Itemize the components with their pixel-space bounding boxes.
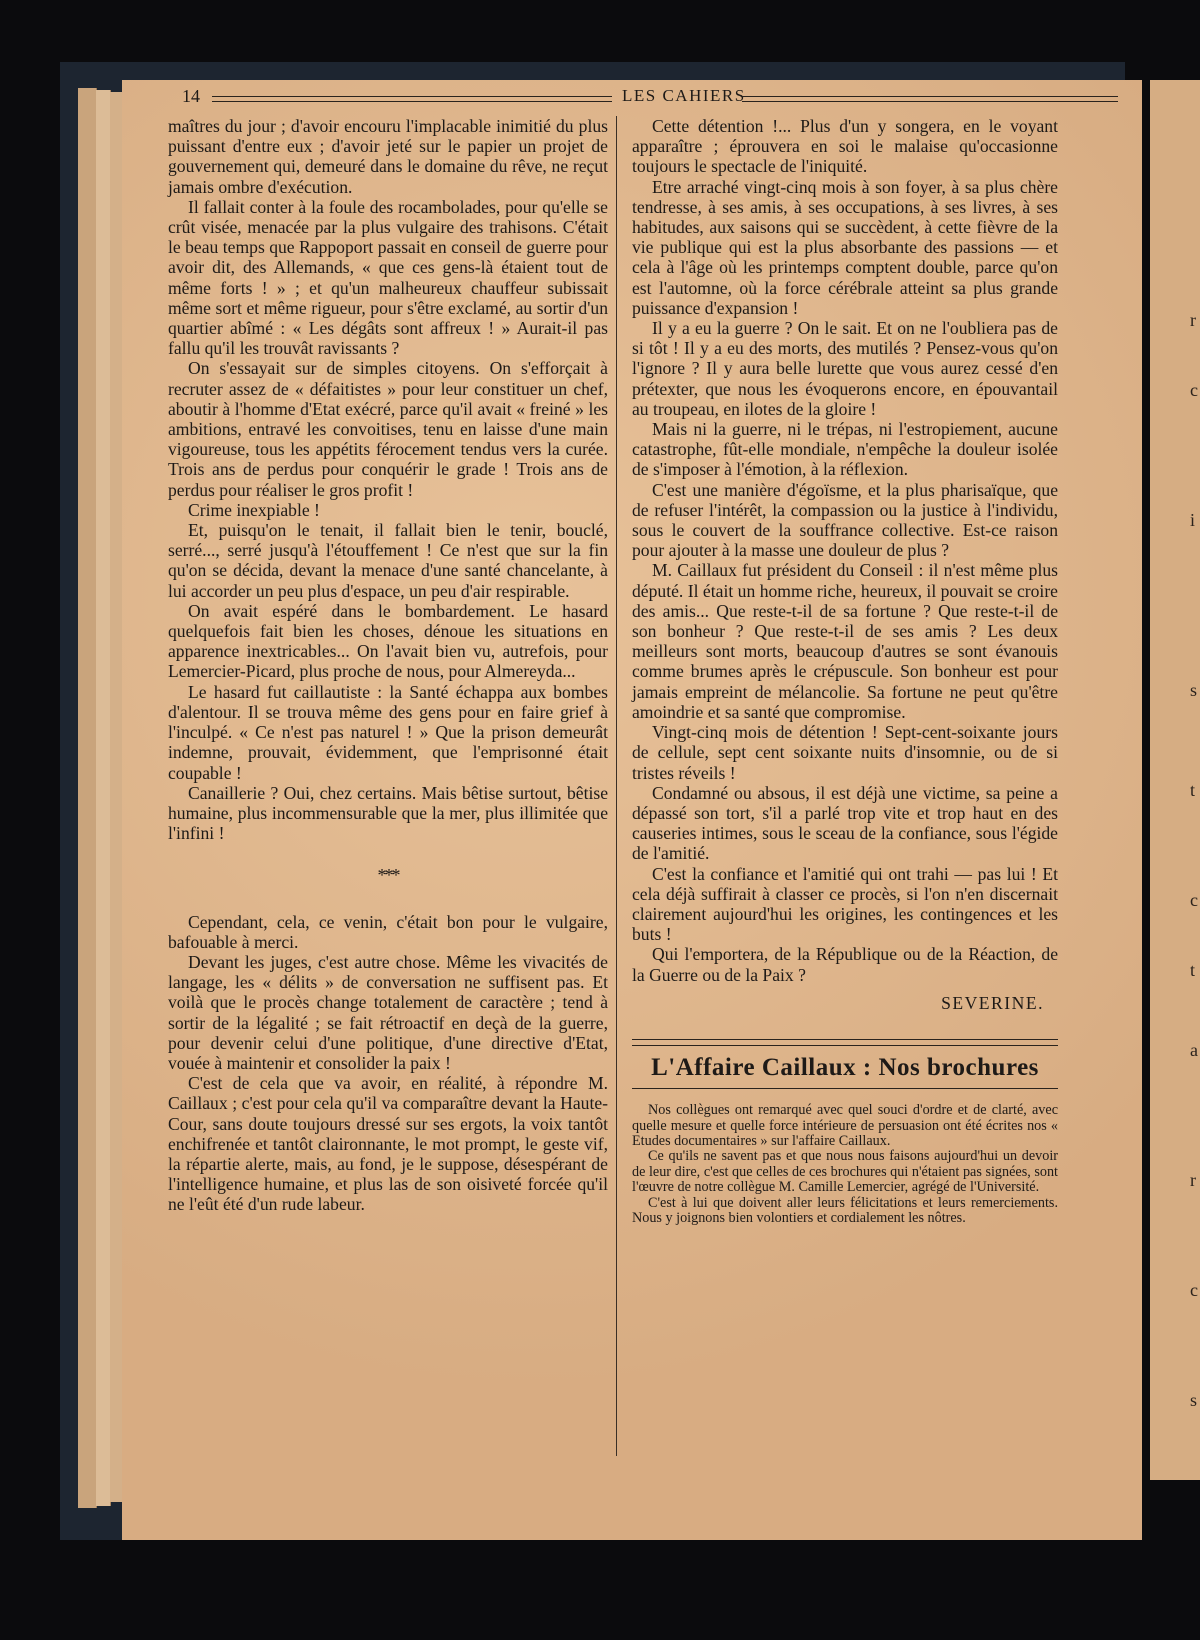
paragraph: C'est une manière d'égoïsme, et la plus pharisaïque, que de refuser l'intérêt, la compassion ou la justice à l'individu, sous le couvert de la souffrance collective. Est-ce raison pour ajouter à la masse une douleur de plus ? — [632, 479, 1058, 561]
adjacent-letter: c — [1190, 1280, 1198, 1300]
paragraph: On avait espéré dans le bombardement. Le hasard quelquefois fait bien les choses, dénoue les situations en apparence inextricables... On l'avait bien vu, autrefois, pour Lemercier-Picard, plus proche de nous, pour Almereyda... — [168, 600, 608, 682]
paragraph: C'est de cela que va avoir, en réalité, à répondre M. Caillaux ; c'est pour cela qu'il va comparaître devant la Haute-Cour, sans doute toujours dressé sur ses ergots, la voix tantôt enchifrenée et tantôt claironnante, le mot prompt, le geste vif, la répartie alerte, mais, au fond, je le suppose, désespérant de l'intelligence humaine, et plus las de son oisiveté forcée qu'il ne l'eût été d'un rude labeur. — [168, 1073, 608, 1215]
paragraph: Vingt-cinq mois de détention ! Sept-cent-soixante jours de cellule, sept cent soixante nuits d'insomnie, ou de si tristes réveils ! — [632, 722, 1058, 783]
page-number: 14 — [182, 86, 200, 106]
paragraph: C'est à lui que doivent aller leurs félicitations et leurs remerciements. Nous y joignons bien volontiers et cordialement les nôtres. — [632, 1194, 1058, 1226]
adjacent-letter: r — [1190, 310, 1196, 330]
section-heading: L'Affaire Caillaux : Nos brochures — [651, 1053, 1039, 1081]
adjacent-letter: a — [1190, 1040, 1198, 1060]
author-signature: SEVERINE. — [941, 992, 1044, 1013]
page-stack-edge — [78, 88, 97, 1508]
adjacent-letter: t — [1190, 780, 1196, 800]
running-header — [182, 86, 1102, 110]
paragraph: maîtres du jour ; d'avoir encouru l'implacable inimitié du plus puissant d'entre eux ; d'avoir jeté sur le papier un projet de gouvernement qui, demeuré dans le domaine du rêve, ne reçut jamais ombre d'exécution. — [168, 116, 608, 197]
paragraph: C'est la confiance et l'amitié qui ont trahi — pas lui ! Et cela déjà suffirait à classer ce procès, si l'on n'en discernait clairement aujourd'hui les origines, les contingences et les buts ! — [632, 863, 1058, 945]
adjacent-page-edge — [1150, 80, 1200, 1480]
adjacent-letter: r — [1190, 1170, 1196, 1190]
right-column — [632, 116, 1058, 1226]
paragraph: Et, puisqu'on le tenait, il fallait bien le tenir, bouclé, serré..., serré jusqu'à l'étouffement ! Ce n'est que sur la fin qu'on se décida, devant la menace d'une santé chancelante, à lui accorder un peu plus d'espace, un peu d'air respirable. — [168, 520, 608, 601]
heading-rule — [632, 1088, 1058, 1089]
paragraph: M. Caillaux fut président du Conseil : il n'est même plus député. Il était un homme riche, heureux, il pouvait se croire des amis... Que reste-t-il de sa fortune ? Que reste-t-il de son bonheur ? Que reste-t-il de ses amis ? Les deux meilleurs sont morts, beaucoup d'autres se sont évanouis comme brumes après le crépuscule. Son bonheur est pour jamais empreint de mélancolie. Sa fortune ne peut qu'être amoindrie et sa santé que compromise. — [632, 560, 1058, 722]
adjacent-letter: s — [1190, 680, 1198, 700]
brochures-notice — [632, 1103, 1058, 1226]
paragraph: Cette détention !... Plus d'un y songera, en le voyant apparaître ; éprouvera en soi le malaise qu'occasionne toujours le spectacle de l'iniquité. — [632, 116, 1058, 177]
paragraph: Nos collègues ont remarqué avec quel souci d'ordre et de clarté, avec quelle mesure et quelle force intérieure de persuasion ont été écrites nos « Etudes documentaires » sur l'affaire Caillaux. — [632, 1102, 1058, 1149]
paragraph: Crime inexpiable ! — [188, 499, 320, 520]
paragraph: Il y a eu la guerre ? On le sait. Et on ne l'oubliera pas de si tôt ! Il y a eu des morts, des mutilés ? Pensez-vous qu'on l'ignore ? Il y aura belle lurette que vous aurez cessé d'en prétexter, que nous les évoquerons encore, en épouvantail au troupeau, en ilotes de la gloire ! — [632, 318, 1058, 419]
paragraph: Cependant, cela, ce venin, c'était bon pour le vulgaire, bafouable à merci. — [168, 911, 608, 952]
left-column — [168, 116, 608, 1215]
paragraph: On s'essayait sur de simples citoyens. On s'efforçait à recruter assez de « défaitistes » pour leur constituer un chef, aboutir à l'homme d'Etat exécré, parce qu'il avait « freiné » les ambitions, entravé les convoitises, tenu en laisse d'une main vigoureuse, tous les appétits férocement tendus vers la curée. Trois ans de perdus pour conquérir le grade ! Trois ans de perdus pour réaliser le gros profit ! — [168, 358, 608, 500]
adjacent-letter: t — [1190, 960, 1196, 980]
journal-title: LES CAHIERS — [622, 86, 746, 105]
adjacent-letter: s — [1190, 1390, 1198, 1410]
journal-page — [122, 80, 1142, 1540]
paragraph: Condamné ou absous, il est déjà une victime, sa peine a dépassé son tort, s'il a parlé trop vite et trop haut en des causeries intimes, sous le sceau de la confiance, sous l'égide de l'amitié. — [632, 782, 1058, 864]
paragraph: Mais ni la guerre, ni le trépas, ni l'estropiement, aucune catastrophe, fût-elle mondiale, n'empêche la douleur isolée de s'imposer à l'émotion, à la réflexion. — [632, 419, 1058, 480]
paragraph: Il fallait conter à la foule des rocambolades, pour qu'elle se crût visée, menacée par la plus vulgaire des trahisons. C'était le beau temps que Rappoport passait en conseil de guerre pour avoir dit, des Allemands, « que ces gens-là étaient tout de même forts ! » ; et qu'un malheureux chauffeur subissait même sort et même rigueur, pour s'être exclamé, au sortir d'un quartier abîmé : « Les dégâts sont affreux ! » Aurait-il pas fallu qu'il les trouvât ravissants ? — [168, 196, 608, 359]
paragraph: Le hasard fut caillautiste : la Santé échappa aux bombes d'alentour. Il se trouva même des gens pour en faire grief à l'inculpé. « Ce n'est pas naturel ! » Que la prison demeurât indemne, prouvait, évidemment, que l'emprisonné était coupable ! — [168, 681, 608, 783]
section-separator: *** — [377, 865, 399, 886]
adjacent-letter: c — [1190, 890, 1198, 910]
page-stack-edge — [96, 90, 111, 1506]
header-rule — [742, 96, 1118, 102]
adjacent-letter: i — [1190, 510, 1196, 530]
paragraph: Qui l'emportera, de la République ou de la Réaction, de la Guerre ou de la Paix ? — [632, 944, 1058, 985]
paragraph: Etre arraché vingt-cinq mois à son foyer, à sa plus chère tendresse, à ses amis, à ses occupations, à ses livres, à ses habitudes, aux saisons qui se succèdent, à cette fièvre de la vie publique qui est la plus absorbante des passions — et cela à l'âge où les printemps comptent double, parce qu'on est l'automne, où la force cérébrale atteint sa plus grande puissance d'expansion ! — [632, 176, 1058, 318]
adjacent-letter: c — [1190, 380, 1198, 400]
column-divider — [616, 116, 617, 1456]
paragraph: Devant les juges, c'est autre chose. Même les vivacités de langage, les « délits » de conversation ne suffisent pas. Et voilà que le procès change totalement de caractère ; tend à sortir de la légalité ; se fait rétroactif en deçà de la guerre, pour devenir celui d'une politique, d'une directive d'Etat, vouée à maintenir et consolider la paix ! — [168, 951, 608, 1073]
paragraph: Canaillerie ? Oui, chez certains. Mais bêtise surtout, bêtise humaine, plus incommensurable que la mer, plus illimitée que l'infini ! — [168, 782, 608, 844]
section-rule — [632, 1039, 1058, 1046]
paragraph: Ce qu'ils ne savent pas et que nous nous faisons aujourd'hui un devoir de leur dire, c'est que celles de ces brochures qui n'étaient pas signées, sont l'œuvre de notre collègue M. Camille Lemercier, agrégé de l'Université. — [632, 1148, 1058, 1196]
header-rule — [212, 96, 612, 102]
